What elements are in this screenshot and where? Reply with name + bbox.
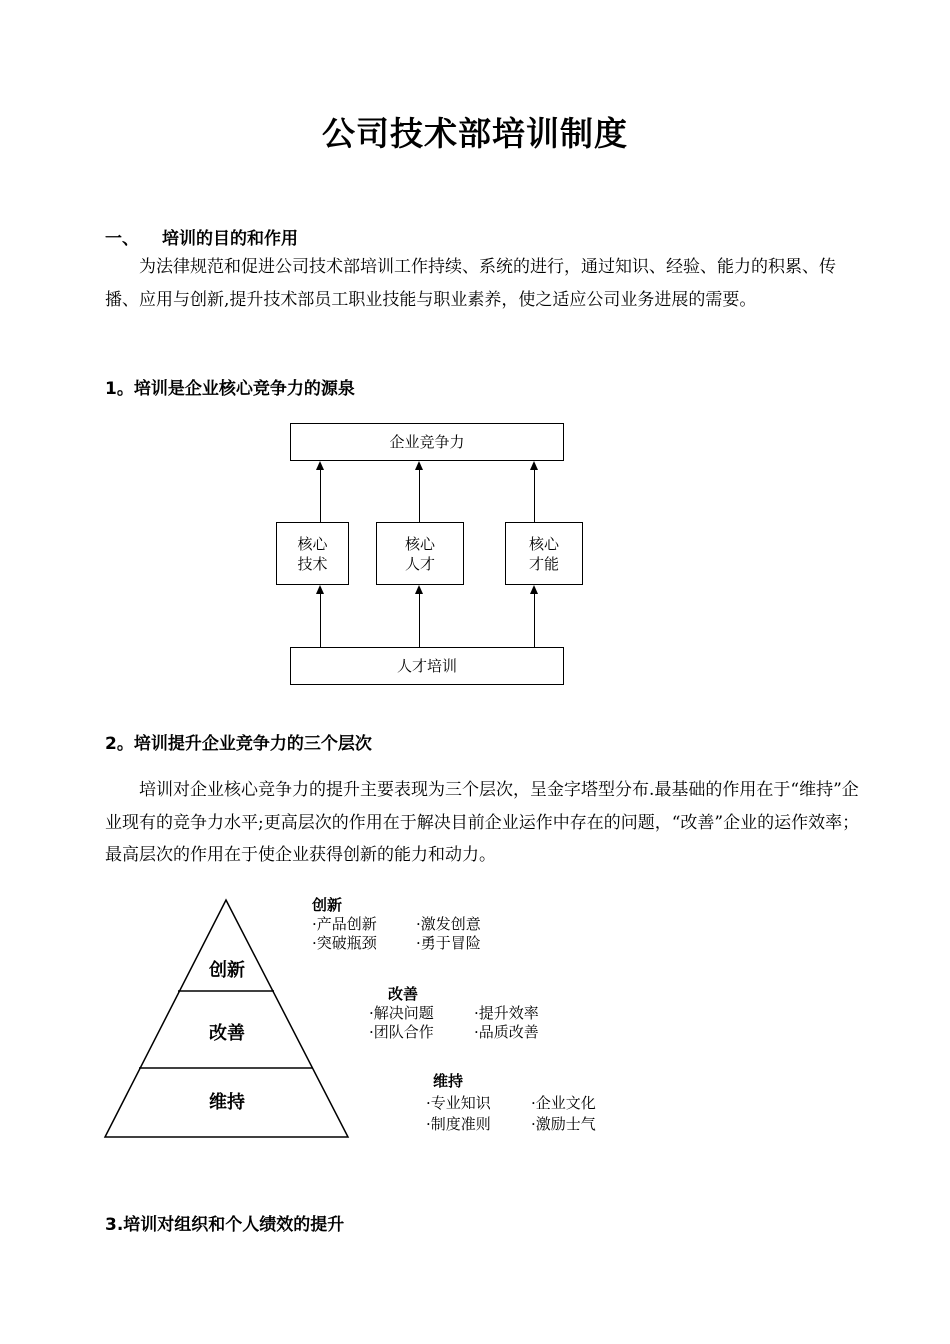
connector-line bbox=[534, 592, 536, 647]
subsection-1-heading: 1。培训是企业核心竞争力的源泉 bbox=[105, 379, 355, 399]
mid-box-line2: 才能 bbox=[528, 554, 559, 573]
mid-box-core-tech bbox=[276, 522, 349, 585]
pyramid-level-improve: 改善 bbox=[209, 1023, 245, 1044]
group-innovate-item: ·突破瓶颈 bbox=[312, 934, 377, 952]
mid-box-line1: 核心 bbox=[297, 534, 328, 553]
top-box-competitiveness bbox=[290, 423, 564, 461]
connector-line bbox=[320, 592, 322, 647]
group-improve-item: ·解决问题 bbox=[369, 1004, 434, 1022]
section-1-number: 一、 bbox=[105, 229, 139, 249]
subsection-2-heading: 2。培训提升企业竞争力的三个层次 bbox=[105, 734, 372, 754]
group-maintain-title: 维持 bbox=[433, 1072, 464, 1090]
connector-line bbox=[320, 468, 322, 522]
bottom-box-training bbox=[290, 647, 564, 685]
group-innovate-item: ·产品创新 bbox=[312, 915, 377, 933]
bottom-box-label: 人才培训 bbox=[396, 657, 457, 675]
connector-line bbox=[419, 468, 421, 522]
group-innovate-item: ·勇于冒险 bbox=[416, 934, 481, 952]
pyramid-level-maintain: 维持 bbox=[209, 1092, 245, 1113]
connector-line bbox=[419, 592, 421, 647]
group-maintain-item: ·制度准则 bbox=[426, 1115, 491, 1133]
group-improve-item: ·团队合作 bbox=[369, 1023, 434, 1041]
section-1-paragraph: 为法律规范和促进公司技术部培训工作持续、系统的进行，通过知识、经验、能力的积累、传播、应用与创新,提升技术部员工职业技能与职业素养，使之适应公司业务进展的需要。 bbox=[105, 257, 836, 310]
mid-box-line1: 核心 bbox=[528, 534, 559, 553]
section-1-heading: 培训的目的和作用 bbox=[162, 229, 298, 249]
mid-box-core-talent bbox=[376, 522, 464, 585]
connector-line bbox=[534, 468, 536, 522]
pyramid-level-innovate: 创新 bbox=[209, 960, 245, 981]
top-box-label: 企业竞争力 bbox=[389, 433, 465, 451]
subsection-2-paragraph: 培训对企业核心竞争力的提升主要表现为三个层次，呈金字塔型分布.最基础的作用在于“维持”企业现有的竞争力水平;更高层次的作用在于解决目前企业运作中存在的问题，“改善”企业的运作效率；最高层次的作用在于使企业获得创新的能力和动力。 bbox=[105, 780, 860, 865]
mid-box-line2: 技术 bbox=[297, 554, 328, 573]
group-improve-item: ·提升效率 bbox=[474, 1004, 539, 1022]
group-maintain-item: ·企业文化 bbox=[531, 1094, 596, 1112]
subsection-3-heading: 3.培训对组织和个人绩效的提升 bbox=[105, 1215, 345, 1235]
group-innovate-title: 创新 bbox=[312, 896, 343, 914]
group-innovate-item: ·激发创意 bbox=[416, 915, 481, 933]
mid-box-core-ability bbox=[505, 522, 583, 585]
mid-box-line1: 核心 bbox=[404, 534, 435, 553]
page-title: 公司技术部培训制度 bbox=[322, 114, 628, 153]
mid-box-line2: 人才 bbox=[404, 554, 435, 573]
group-improve-item: ·品质改善 bbox=[474, 1023, 539, 1041]
group-maintain-item: ·激励士气 bbox=[531, 1115, 596, 1133]
group-maintain-item: ·专业知识 bbox=[426, 1094, 491, 1112]
group-improve-title: 改善 bbox=[388, 985, 419, 1003]
